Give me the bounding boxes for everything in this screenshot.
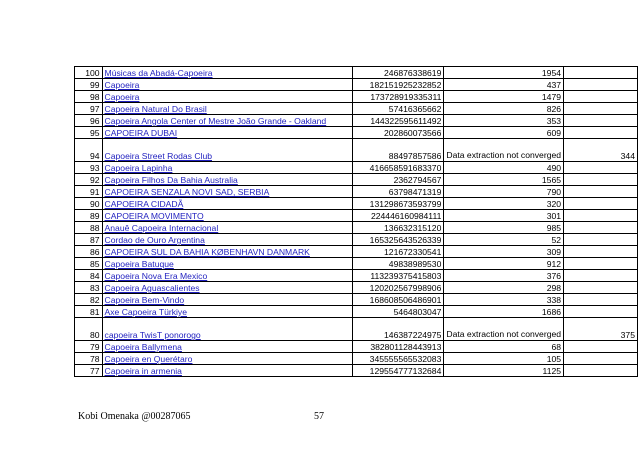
row-number: 89 — [75, 210, 103, 222]
table-row — [75, 174, 638, 186]
page-name-link[interactable]: CAPOEIRA SENZALA NOVI SAD, SERBIA — [104, 187, 270, 197]
value-cell: 338 — [444, 294, 564, 306]
page-name-cell — [102, 246, 353, 258]
value-cell: 1565 — [444, 174, 564, 186]
empty-cell — [564, 103, 638, 115]
page-name-link[interactable]: Capoeira Bem-Vindo — [104, 295, 185, 305]
empty-cell — [564, 222, 638, 234]
row-number: 98 — [75, 91, 103, 103]
row-number: 93 — [75, 162, 103, 174]
value-cell: 52 — [444, 234, 564, 246]
table-row — [75, 318, 638, 341]
page-id-cell: 165325643526339 — [353, 234, 444, 246]
table-row — [75, 198, 638, 210]
page-id-cell: 345555565532083 — [353, 353, 444, 365]
empty-cell — [564, 246, 638, 258]
row-number: 95 — [75, 127, 103, 139]
page-name-cell — [102, 91, 353, 103]
page-id-cell: 173728919335311 — [353, 91, 444, 103]
empty-cell — [564, 258, 638, 270]
table-body — [75, 67, 638, 377]
page-name-link[interactable]: Músicas da Abadá-Capoeira — [104, 68, 213, 78]
row-number: 88 — [75, 222, 103, 234]
page-name-link[interactable]: capoeira TwisT ponorogo — [104, 330, 201, 340]
row-number: 83 — [75, 282, 103, 294]
page-name-cell — [102, 127, 353, 139]
page-id-cell: 88497857586 — [353, 139, 444, 162]
page-name-link[interactable]: CAPOEIRA DUBAI — [104, 128, 178, 138]
value-cell: 985 — [444, 222, 564, 234]
page-name-link[interactable]: CAPOEIRA CIDADÃ — [104, 199, 184, 209]
value-cell: 609 — [444, 127, 564, 139]
page-name-cell — [102, 306, 353, 318]
empty-cell — [564, 294, 638, 306]
page-name-cell — [102, 365, 353, 377]
value-cell: 790 — [444, 186, 564, 198]
row-number: 82 — [75, 294, 103, 306]
table-row — [75, 270, 638, 282]
table-row — [75, 282, 638, 294]
page-id-cell: 131298673593799 — [353, 198, 444, 210]
row-number: 94 — [75, 139, 103, 162]
footer-author: Kobi Omenaka @00287065 — [78, 411, 191, 422]
value-cell: 1954 — [444, 67, 564, 79]
empty-cell — [564, 234, 638, 246]
page-name-link[interactable]: Capoeira Angola Center of Mestre João Grande - Oakland — [104, 116, 327, 126]
status-note-cell: Data extraction not converged — [444, 139, 564, 162]
empty-cell — [564, 162, 638, 174]
status-note-cell: Data extraction not converged — [444, 318, 564, 341]
value-cell: 437 — [444, 79, 564, 91]
row-number: 77 — [75, 365, 103, 377]
value-cell: 912 — [444, 258, 564, 270]
table-row — [75, 353, 638, 365]
page-id-cell: 120202567998906 — [353, 282, 444, 294]
table-row — [75, 115, 638, 127]
empty-cell — [564, 91, 638, 103]
empty-cell — [564, 79, 638, 91]
page-id-cell: 146387224975 — [353, 318, 444, 341]
page-name-cell — [102, 103, 353, 115]
empty-cell — [564, 282, 638, 294]
value-cell: 320 — [444, 198, 564, 210]
page-name-cell — [102, 67, 353, 79]
page-id-cell: 416658591683370 — [353, 162, 444, 174]
empty-cell — [564, 353, 638, 365]
page-id-cell: 224446160984111 — [353, 210, 444, 222]
table-row — [75, 162, 638, 174]
page-name-cell — [102, 341, 353, 353]
table-row — [75, 246, 638, 258]
page-number: 57 — [314, 411, 324, 422]
page-name-cell — [102, 174, 353, 186]
extra-value-cell: 375 — [564, 318, 638, 341]
empty-cell — [564, 174, 638, 186]
empty-cell — [564, 186, 638, 198]
page-name-link[interactable]: Capoeira Ballymena — [104, 342, 182, 352]
empty-cell — [564, 67, 638, 79]
page-name-cell — [102, 234, 353, 246]
page-id-cell: 129554777132684 — [353, 365, 444, 377]
page-name-cell — [102, 115, 353, 127]
page-id-cell: 202860073566 — [353, 127, 444, 139]
table-row — [75, 186, 638, 198]
page-name-cell — [102, 210, 353, 222]
empty-cell — [564, 306, 638, 318]
page-name-link[interactable]: Capoeira Nova Era Mexico — [104, 271, 208, 281]
row-number: 84 — [75, 270, 103, 282]
row-number: 90 — [75, 198, 103, 210]
page-id-cell: 382801128443913 — [353, 341, 444, 353]
empty-cell — [564, 198, 638, 210]
page-name-link[interactable]: Capoeira Batuque — [104, 259, 174, 269]
page-name-cell — [102, 139, 353, 162]
value-cell: 826 — [444, 103, 564, 115]
capoeira-pages-table — [74, 66, 638, 377]
page-name-link[interactable]: CAPOEIRA MOVIMENTO — [104, 211, 204, 221]
page-name-cell — [102, 186, 353, 198]
page-name-link[interactable]: Capoeira Lapinha — [104, 163, 173, 173]
page-name-cell — [102, 270, 353, 282]
empty-cell — [564, 115, 638, 127]
page-name-link[interactable]: Axe Capoeira Türkiye — [104, 307, 188, 317]
value-cell: 1686 — [444, 306, 564, 318]
page-name-cell — [102, 353, 353, 365]
row-number: 92 — [75, 174, 103, 186]
value-cell: 309 — [444, 246, 564, 258]
row-number: 79 — [75, 341, 103, 353]
page-id-cell: 57416365662 — [353, 103, 444, 115]
page-name-link[interactable]: Capoeira Natural Do Brasil — [104, 104, 207, 114]
page-id-cell: 121672330541 — [353, 246, 444, 258]
value-cell: 301 — [444, 210, 564, 222]
page-name-cell — [102, 282, 353, 294]
page-id-cell: 49838989530 — [353, 258, 444, 270]
page-id-cell: 168608506486901 — [353, 294, 444, 306]
empty-cell — [564, 341, 638, 353]
page-name-cell — [102, 222, 353, 234]
page-name-link[interactable]: Capoeira — [104, 92, 140, 102]
page-name-link[interactable]: Capoeira in armenia — [104, 366, 182, 376]
value-cell: 490 — [444, 162, 564, 174]
empty-cell — [564, 270, 638, 282]
value-cell: 68 — [444, 341, 564, 353]
page-id-cell: 182151925232852 — [353, 79, 444, 91]
table-row — [75, 222, 638, 234]
row-number: 78 — [75, 353, 103, 365]
value-cell: 353 — [444, 115, 564, 127]
page-name-link[interactable]: Anauê Capoeira Internacional — [104, 223, 219, 233]
value-cell: 298 — [444, 282, 564, 294]
page-id-cell: 63798471319 — [353, 186, 444, 198]
row-number: 97 — [75, 103, 103, 115]
page-name-link[interactable]: Cordao de Ouro Argentina — [104, 235, 205, 245]
row-number: 100 — [75, 67, 103, 79]
page-id-cell: 5464803047 — [353, 306, 444, 318]
table-row — [75, 127, 638, 139]
page-id-cell: 246876338619 — [353, 67, 444, 79]
page-id-cell: 113239375415803 — [353, 270, 444, 282]
extra-value-cell: 344 — [564, 139, 638, 162]
page-name-cell — [102, 294, 353, 306]
page-name-link[interactable]: Capoeira — [104, 80, 140, 90]
page-name-link[interactable]: Capoeira Filhos Da Bahia Australia — [104, 175, 238, 185]
table-row — [75, 365, 638, 377]
page-name-cell — [102, 198, 353, 210]
empty-cell — [564, 365, 638, 377]
row-number: 81 — [75, 306, 103, 318]
page-id-cell: 144322595611492 — [353, 115, 444, 127]
page-name-link[interactable]: Capoeira Street Rodas Club — [104, 151, 213, 161]
row-number: 96 — [75, 115, 103, 127]
row-number: 80 — [75, 318, 103, 341]
table-row — [75, 294, 638, 306]
table-row — [75, 139, 638, 162]
page-name-cell — [102, 79, 353, 91]
table-row — [75, 67, 638, 79]
table-row — [75, 306, 638, 318]
row-number: 99 — [75, 79, 103, 91]
row-number: 85 — [75, 258, 103, 270]
value-cell: 376 — [444, 270, 564, 282]
page-name-cell — [102, 258, 353, 270]
row-number: 87 — [75, 234, 103, 246]
page-id-cell: 2362794567 — [353, 174, 444, 186]
table-row — [75, 341, 638, 353]
page-name-cell — [102, 162, 353, 174]
table-row — [75, 234, 638, 246]
page-name-link[interactable]: Capoeira en Querétaro — [104, 354, 193, 364]
page-name-cell — [102, 318, 353, 341]
table-row — [75, 103, 638, 115]
page-name-link[interactable]: CAPOEIRA SUL DA BAHIA KØBENHAVN DANMARK — [104, 247, 310, 257]
row-number: 86 — [75, 246, 103, 258]
empty-cell — [564, 127, 638, 139]
page-name-link[interactable]: Capoeira Aguascalientes — [104, 283, 200, 293]
empty-cell — [564, 210, 638, 222]
table-row — [75, 79, 638, 91]
table-row — [75, 210, 638, 222]
table-row — [75, 91, 638, 103]
value-cell: 1479 — [444, 91, 564, 103]
row-number: 91 — [75, 186, 103, 198]
value-cell: 1125 — [444, 365, 564, 377]
page-id-cell: 136632315120 — [353, 222, 444, 234]
table-row — [75, 258, 638, 270]
value-cell: 105 — [444, 353, 564, 365]
